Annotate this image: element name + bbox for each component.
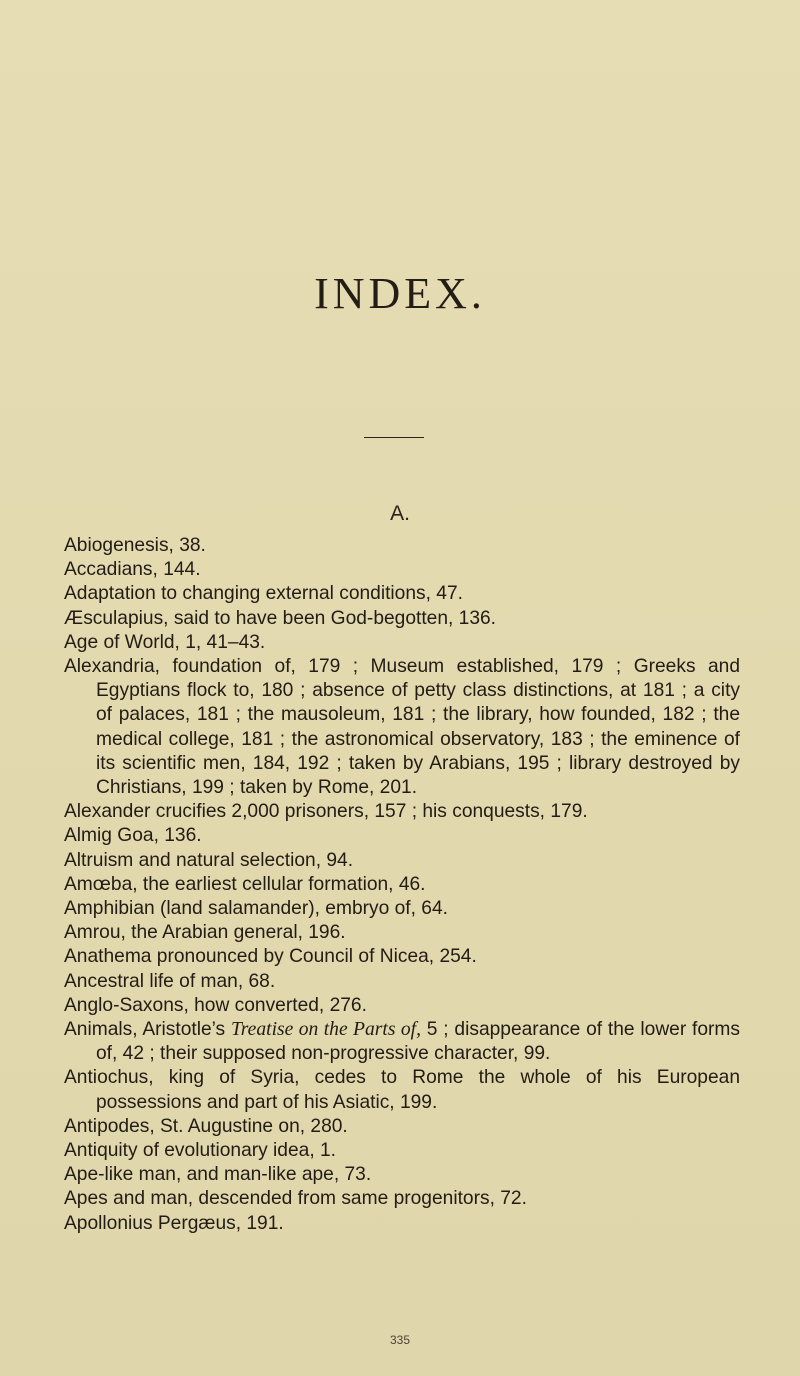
- index-entry: Age of World, 1, 41–43.: [64, 631, 266, 653]
- index-entry: Altruism and natural selection, 94.: [64, 849, 354, 871]
- entry-text: 5 ; disappearance of the lower forms of, 42 ; their supposed non-progressive character, 99.: [96, 1019, 741, 1065]
- index-entry: Alexander crucifies 2,000 prisoners, 157 ; his conquests, 179.: [64, 801, 588, 823]
- index-entry: Anathema pronounced by Council of Nicea, 254.: [64, 946, 477, 968]
- section-letter: A.: [390, 502, 410, 525]
- index-entry: Amphibian (land salamander), embryo of, 64.: [64, 898, 448, 920]
- index-entries: [64, 534, 740, 1236]
- index-entry: Æsculapius, said to have been God-begotten, 136.: [64, 607, 497, 629]
- title-rule: [364, 437, 424, 438]
- index-entry: Antiquity of evolutionary idea, 1.: [64, 1140, 336, 1162]
- index-entry: Apes and man, descended from same progenitors, 72.: [64, 1188, 527, 1210]
- entry-text: Animals, Aristotle’s: [64, 1019, 231, 1041]
- index-entry: Antipodes, St. Augustine on, 280.: [64, 1115, 348, 1137]
- index-entry: Antiochus, king of Syria, cedes to Rome the whole of his European possessions and part of his Asiatic, 199.: [64, 1067, 740, 1113]
- index-entry-animals: [64, 1018, 740, 1066]
- index-entry: Alexandria, foundation of, 179 ; Museum established, 179 ; Greeks and Egyptians flock to, 180 ; absence of petty class distinctions, at 181 ; a city of palaces, 181 ; the mausoleum, 181 ; the library, how founded, 182 ; the medical college, 181 ; the astronomical observatory, 183 ; the eminence of its scientific men, 184, 192 ; taken by Arabians, 195 ; library destroyed by Christians, 199 ; taken by Rome, 201.: [64, 656, 740, 799]
- index-entry: Almig Goa, 136.: [64, 825, 202, 847]
- page-number: 335: [389, 1333, 411, 1347]
- index-entry: Accadians, 144.: [64, 559, 201, 581]
- index-entry: Apollonius Pergæus, 191.: [64, 1212, 284, 1234]
- index-entry: Ape-like man, and man-like ape, 73.: [64, 1164, 372, 1186]
- index-title: INDEX.: [314, 269, 486, 318]
- index-entry: Adaptation to changing external conditions, 47.: [64, 583, 463, 605]
- index-entry: Amœba, the earliest cellular formation, 46.: [64, 873, 426, 895]
- entry-italic-title: Treatise on the Parts of,: [230, 1019, 421, 1041]
- index-entry: Anglo-Saxons, how converted, 276.: [64, 994, 367, 1016]
- index-entry: Abiogenesis, 38.: [64, 535, 206, 556]
- index-entry: Amrou, the Arabian general, 196.: [64, 922, 346, 944]
- index-entry: Ancestral life of man, 68.: [64, 970, 276, 992]
